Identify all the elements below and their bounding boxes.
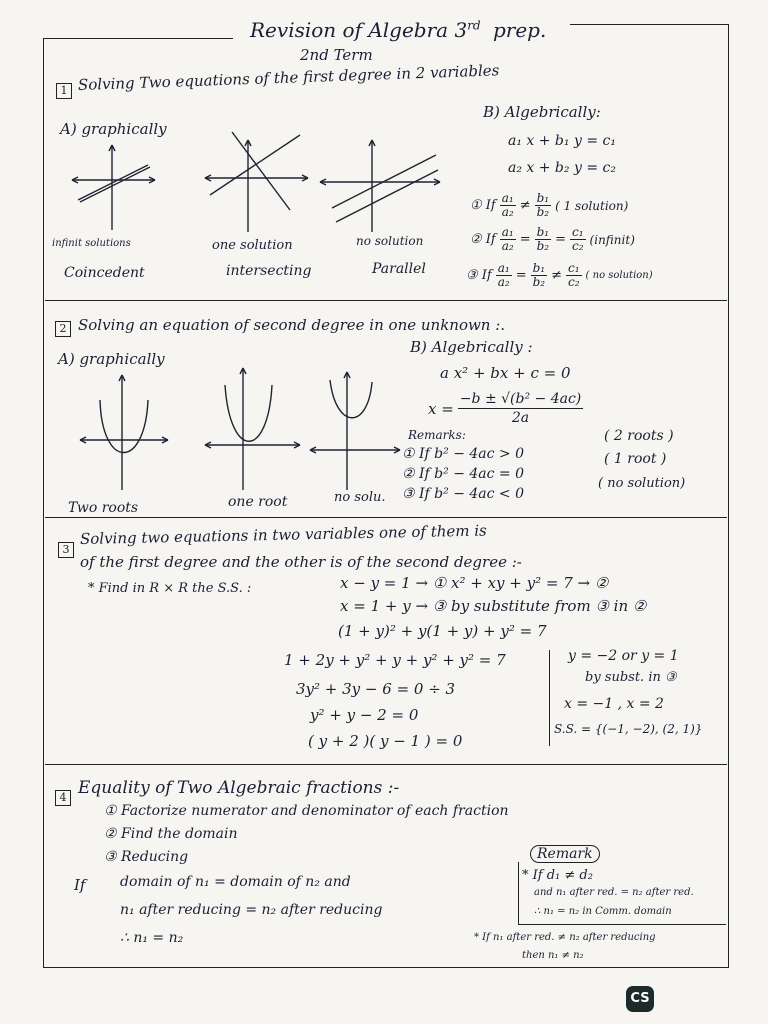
s4-remark-label: Remark bbox=[530, 845, 600, 863]
s2-g1-label: Two roots bbox=[68, 500, 139, 516]
s3-result-3: x = −1 , x = 2 bbox=[564, 696, 664, 712]
section-3-title-1: Solving two equations in two variables one of them is bbox=[79, 521, 487, 548]
section-3-number: 3 bbox=[58, 542, 74, 558]
section-2-title: Solving an equation of second degree in one unknown :. bbox=[78, 316, 506, 334]
s1-case-1: ① If $\frac{\text{a₁}}{\text{a₂}}$ ≠ $\frac{\text{b₁}}{\text{b₂}}$ ( 1 solution) bbox=[470, 191, 629, 219]
section-1-title: Solving Two equations of the first degree in 2 variables bbox=[77, 61, 500, 94]
s2-formula: x = $\frac{\text{−b ± √(b² − 4ac)}}{2a}$ bbox=[428, 391, 582, 426]
s4-conclusion: ∴ n₁ = n₂ bbox=[120, 930, 184, 946]
g3-label-top: no solution bbox=[356, 234, 424, 248]
s1-equation-2: a₂ x + b₂ y = c₂ bbox=[508, 160, 616, 176]
g2-label-bottom: intersecting bbox=[226, 263, 312, 279]
s3-result-divider bbox=[549, 650, 550, 746]
s3-find: * Find in R × R the S.S. : bbox=[88, 581, 252, 596]
s2-remark-1-result: ( 2 roots ) bbox=[604, 428, 674, 444]
s3-eq3: (1 + y)² + y(1 + y) + y² = 7 bbox=[338, 622, 547, 640]
s4-remark-5: then n₁ ≠ n₂ bbox=[522, 950, 584, 961]
s4-step-1: ① Factorize numerator and denominator of each fraction bbox=[104, 803, 509, 819]
s4-remark-3: ∴ n₁ = n₂ in Comm. domain bbox=[534, 906, 672, 917]
s1-algebrically-label: B) Algebrically: bbox=[483, 103, 601, 121]
page-title: Revision of Algebra 3rd prep. bbox=[250, 18, 547, 42]
frame-bottom bbox=[43, 967, 729, 968]
s2-remark-3-result: ( no solution) bbox=[598, 476, 686, 491]
s3-result-1: y = −2 or y = 1 bbox=[568, 648, 679, 664]
s3-eq4: 1 + 2y + y² + y + y² + y² = 7 bbox=[284, 651, 506, 669]
s1-case-2: ② If $\frac{\text{a₁}}{\text{a₂}}$ = $\frac{\text{b₁}}{\text{b₂}}$ = $\frac{\text{c₁}}{\text{c₂}}$ (infinit) bbox=[470, 225, 635, 253]
s2-g2-label: one root bbox=[228, 494, 288, 510]
s4-step-3: ③ Reducing bbox=[104, 849, 189, 865]
divider-2 bbox=[45, 517, 727, 518]
s2-remark-2-result: ( 1 root ) bbox=[604, 451, 667, 467]
s4-remark-1: * If d₁ ≠ d₂ bbox=[522, 868, 593, 883]
s1-equation-1: a₁ x + b₁ y = c₁ bbox=[508, 133, 616, 149]
s2-remark-1-cond: ① If b² − 4ac > 0 bbox=[402, 446, 525, 462]
parabola-two-roots bbox=[100, 400, 148, 453]
s3-eq7: ( y + 2 )( y − 1 ) = 0 bbox=[308, 732, 463, 750]
s2-g3-label: no solu. bbox=[334, 490, 386, 505]
g3-label-bottom: Parallel bbox=[372, 261, 426, 277]
s3-eq6: y² + y − 2 = 0 bbox=[310, 706, 419, 724]
section-1-number: 1 bbox=[56, 83, 72, 99]
section-4-number: 4 bbox=[55, 790, 71, 806]
s2-remark-3-cond: ③ If b² − 4ac < 0 bbox=[402, 486, 525, 502]
s3-eq5: 3y² + 3y − 6 = 0 ÷ 3 bbox=[296, 680, 456, 698]
s2-algebrically-label: B) Algebrically : bbox=[410, 338, 533, 356]
s4-remark-bottom-line bbox=[518, 924, 726, 925]
g2-label-top: one solution bbox=[212, 238, 293, 253]
s3-eq1: x − y = 1 → ① x² + xy + y² = 7 → ② bbox=[340, 574, 609, 592]
s4-condition-2: n₁ after reducing = n₂ after reducing bbox=[120, 902, 383, 918]
s4-remark-2: and n₁ after red. = n₂ after red. bbox=[534, 887, 694, 898]
g1-label-top: infinit solutions bbox=[52, 238, 131, 249]
s2-remark-2-cond: ② If b² − 4ac = 0 bbox=[402, 466, 525, 482]
s2-graphically-label: A) graphically bbox=[58, 350, 165, 368]
page-term: 2nd Term bbox=[300, 46, 373, 64]
s4-condition-1: domain of n₁ = domain of n₂ and bbox=[120, 874, 351, 890]
s2-remarks-label: Remarks: bbox=[408, 428, 466, 442]
section-4-title: Equality of Two Algebraic fractions :- bbox=[78, 778, 400, 798]
parabola-one-root bbox=[225, 385, 272, 441]
s3-result-2: by subst. in ③ bbox=[585, 670, 677, 685]
s4-remark-4: * If n₁ after red. ≠ n₂ after reducing bbox=[474, 932, 656, 943]
s4-step-2: ② Find the domain bbox=[104, 826, 238, 842]
s4-if: If bbox=[74, 876, 86, 894]
camscanner-logo: CS bbox=[626, 986, 654, 1012]
parabola-no-solution bbox=[330, 380, 372, 418]
g1-label-bottom: Coincedent bbox=[64, 265, 145, 281]
s3-eq2: x = 1 + y → ③ by substitute from ③ in ② bbox=[340, 597, 647, 615]
section-3-title-2: of the first degree and the other is of the second degree :- bbox=[80, 553, 522, 571]
divider-3 bbox=[45, 764, 727, 765]
s1-case-3: ③ If $\frac{\text{a₁}}{\text{a₂}}$ = $\frac{\text{b₁}}{\text{b₂}}$ ≠ $\frac{\text{c₁}}{\text{c₂}}$ ( no solution) bbox=[466, 261, 653, 289]
s4-remark-left-line bbox=[518, 862, 519, 924]
section-2-number: 2 bbox=[55, 321, 71, 337]
s1-graphically-label: A) graphically bbox=[60, 120, 167, 138]
s3-solution-set: S.S. = {(−1, −2), (2, 1)} bbox=[554, 722, 703, 736]
s2-general-equation: a x² + bx + c = 0 bbox=[440, 364, 571, 382]
